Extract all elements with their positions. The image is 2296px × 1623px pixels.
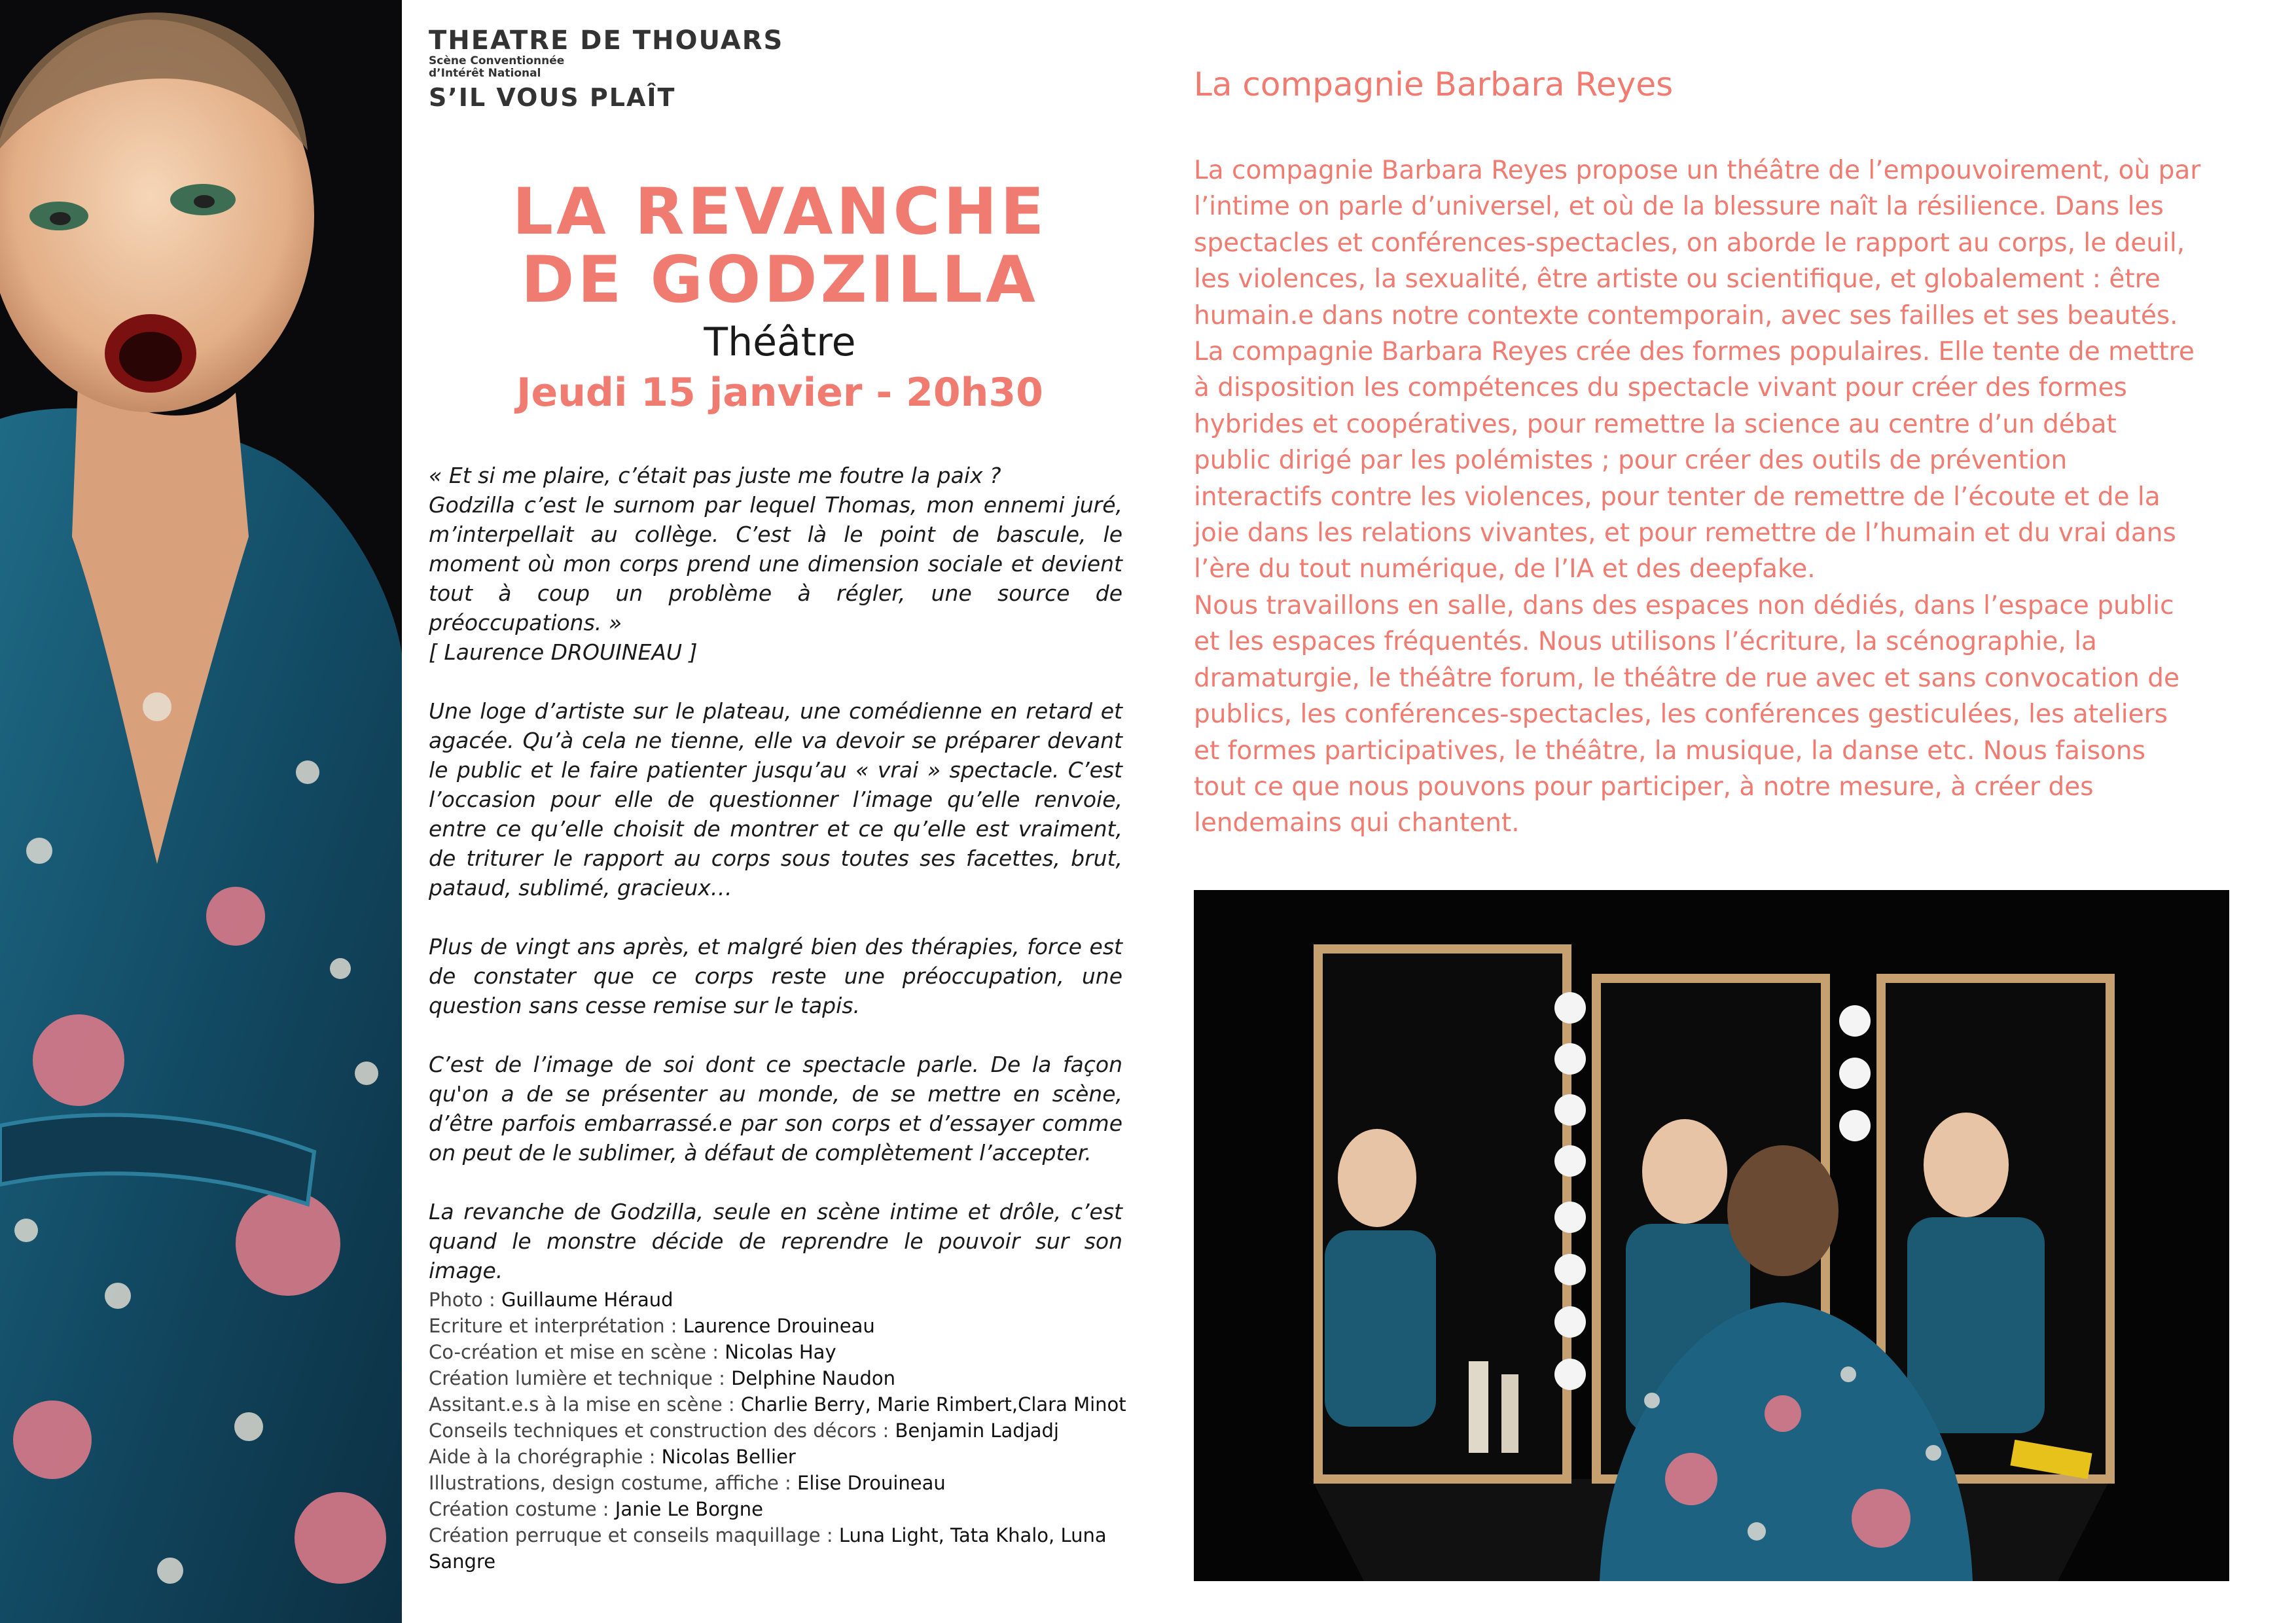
- credit-value: Delphine Naudon: [731, 1367, 895, 1389]
- credit-value: Benjamin Ladjadj: [895, 1419, 1059, 1442]
- credit-label: Co-création et mise en scène :: [429, 1341, 725, 1363]
- theatre-logo: [429, 26, 783, 111]
- show-genre: Théâtre: [704, 319, 856, 365]
- credit-label: Création lumière et technique :: [429, 1367, 732, 1389]
- credit-row: [429, 1339, 1149, 1365]
- show-date: Jeudi 15 janvier - 20h30: [516, 370, 1043, 416]
- company-text-line: publics, les conférences-spectacles, les conférences gesticulées, les ateliers: [1194, 700, 2168, 730]
- company-text-line: La compagnie Barbara Reyes crée des formes populaires. Elle tente de mettre: [1194, 337, 2195, 367]
- company-heading: La compagnie Barbara Reyes: [1194, 65, 1674, 103]
- credit-row: [429, 1522, 1149, 1548]
- show-title-line-1: LA REVANCHE: [512, 175, 1048, 249]
- credit-value: Luna Light, Tata Khalo, Luna: [838, 1524, 1107, 1546]
- credit-label: Illustrations, design costume, affiche :: [429, 1472, 797, 1494]
- credit-label: Photo :: [429, 1289, 501, 1311]
- company-text-line: interactifs contre les violences, pour tenter de remettre de l’écoute et de la: [1194, 482, 2161, 512]
- credit-row: [429, 1496, 1149, 1522]
- theatre-name: THEATRE DE THOUARS: [429, 26, 784, 56]
- credit-value: Janie Le Borgne: [615, 1498, 763, 1520]
- theatre-status-line-2: d’Intérêt National: [429, 67, 541, 80]
- credit-value: Elise Drouineau: [797, 1472, 946, 1494]
- company-text-line: l’intime on parle d’universel, et où de la blessure naît la résilience. Dans les: [1194, 192, 2164, 222]
- performer-photo: [0, 0, 402, 1623]
- show-description: [429, 461, 1122, 1315]
- company-text-line: humain.e dans notre contexte contemporain, avec ses failles et ses beautés.: [1194, 300, 2178, 330]
- company-text-line: l’ère du tout numérique, de l’IA et des deepfake.: [1194, 554, 1816, 584]
- credit-row: [429, 1548, 1149, 1575]
- dressing-room-photo: [1194, 890, 2229, 1581]
- description-paragraph: Plus de vingt ans après, et malgré bien des thérapies, force est de constater que ce corps reste une préoccupation, une question sans cesse remise sur le tapis.: [429, 934, 1122, 1018]
- credit-label: Assitant.e.s à la mise en scène :: [429, 1393, 741, 1416]
- credit-row: [429, 1287, 1149, 1313]
- credit-label: Création perruque et conseils maquillage :: [429, 1524, 839, 1546]
- company-text-line: dramaturgie, le théâtre forum, le théâtre de rue avec et sans convocation de: [1194, 663, 2180, 693]
- show-title-block: [402, 175, 1158, 418]
- credit-row: [429, 1444, 1149, 1470]
- company-text-line: tout ce que nous pouvons pour participer, à notre mesure, à créer des: [1194, 772, 2094, 802]
- company-text-line: hybrides et coopératives, pour remettre la science au centre d’un débat: [1194, 409, 2117, 439]
- company-description: [1194, 152, 2234, 842]
- company-text-line: les violences, la sexualité, être artiste ou scientifique, et globalement : être: [1194, 264, 2161, 294]
- quote-line: Godzilla c’est le surnom par lequel Thomas, mon ennemi juré, m’interpellait au collège. C’est là le point de bascule, le moment où mon corps prend une dimension sociale et devient tout à coup un problème à régler, une source de préoccupations. »: [429, 492, 1122, 635]
- credit-value: Nicolas Hay: [725, 1341, 836, 1363]
- theatre-tagline: S’IL VOUS PLAÎT: [429, 83, 676, 112]
- company-text-line: La compagnie Barbara Reyes propose un théâtre de l’empouvoirement, où par: [1194, 156, 2201, 185]
- credit-label: Création costume :: [429, 1498, 615, 1520]
- credit-value: Nicolas Bellier: [661, 1446, 796, 1468]
- credit-value: Charlie Berry, Marie Rimbert,Clara Minot: [740, 1393, 1126, 1416]
- show-title-line-2: DE GODZILLA: [521, 243, 1039, 317]
- quote-line: « Et si me plaire, c’était pas juste me foutre la paix ?: [429, 463, 1001, 488]
- credit-row: [429, 1313, 1149, 1339]
- quote-attribution: [ Laurence DROUINEAU ]: [429, 639, 698, 665]
- author-quote: [429, 461, 1122, 667]
- company-text-line: spectacles et conférences-spectacles, on aborde le rapport au corps, le deuil,: [1194, 228, 2185, 258]
- credit-value: Sangre: [429, 1550, 496, 1573]
- credit-label: Aide à la chorégraphie :: [429, 1446, 662, 1468]
- credit-row: [429, 1418, 1149, 1444]
- description-paragraph: La revanche de Godzilla, seule en scène intime et drôle, c’est quand le monstre décide de reprendre le pouvoir sur son image.: [429, 1199, 1122, 1283]
- company-text-line: et les espaces fréquentés. Nous utilisons l’écriture, la scénographie, la: [1194, 627, 2097, 657]
- credits-list: [429, 1287, 1149, 1575]
- credit-value: Laurence Drouineau: [683, 1315, 875, 1337]
- company-text-line: Nous travaillons en salle, dans des espaces non dédiés, dans l’espace public: [1194, 590, 2174, 620]
- credit-row: [429, 1365, 1149, 1391]
- theatre-status-line-1: Scène Conventionnée: [429, 54, 565, 67]
- credit-label: Ecriture et interprétation :: [429, 1315, 683, 1337]
- description-paragraph: C’est de l’image de soi dont ce spectacle parle. De la façon qu'on a de se présenter au monde, de se mettre en scène, d’être parfois embarrassé.e par son corps et d’essayer comme on peut de le sublimer, à défaut de complètement l’accepter.: [429, 1052, 1122, 1166]
- company-text-line: public dirigé par les polémistes ; pour créer des outils de prévention: [1194, 446, 2068, 476]
- company-text-line: à disposition les compétences du spectacle vivant pour créer des formes: [1194, 373, 2127, 403]
- credit-value: Guillaume Héraud: [501, 1289, 673, 1311]
- credit-row: [429, 1391, 1149, 1418]
- company-text-line: et formes participatives, le théâtre, la musique, la danse etc. Nous faisons: [1194, 736, 2145, 766]
- company-text-line: lendemains qui chantent.: [1194, 808, 1520, 838]
- company-text-line: joie dans les relations vivantes, et pour remettre de l’humain et du vrai dans: [1194, 518, 2176, 548]
- credit-label: Conseils techniques et construction des décors :: [429, 1419, 895, 1442]
- credit-row: [429, 1470, 1149, 1496]
- description-paragraph: Une loge d’artiste sur le plateau, une comédienne en retard et agacée. Qu’à cela ne tienne, elle va devoir se préparer devant le public et le faire patienter jusqu’au « vrai » spectacle. C’est l’occasion pour elle de questionner l’image qu’elle renvoie, entre ce qu’elle choisit de montrer et ce qu’elle est vraiment, de triturer le rapport au corps sous toutes ses facettes, brut, pataud, sublimé, gracieux…: [429, 698, 1122, 901]
